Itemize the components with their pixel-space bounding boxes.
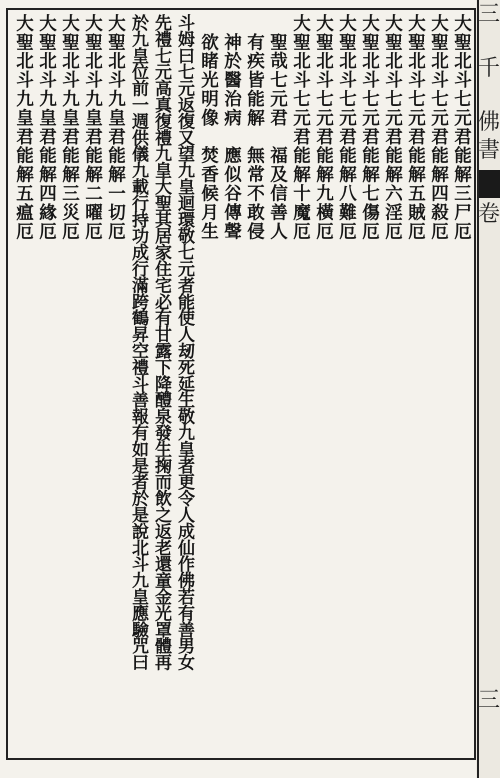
verse-column-2: 有疾皆能解 無常不敢侵 xyxy=(244,14,265,241)
text-column-9: 大聖北斗九皇君能解一切厄 xyxy=(105,14,126,241)
text-column-7: 大聖北斗七元君能解九橫厄 xyxy=(313,14,334,241)
prose-column-2: 先禮七元高真復禮九皇大聖其居家住宅必有甘露下降醴泉發生掬而飲之返老還童金光罩體再 xyxy=(151,14,171,671)
text-column-3: 大聖北斗七元君能解五賊厄 xyxy=(405,14,426,241)
text-column-13: 大聖北斗九皇君能解五瘟厄 xyxy=(13,14,34,241)
prose-column-3: 於九皇位前一週供儀九載行持功成行滿跨鶴昇空禮斗善報有如是者於是說北斗九皇應驗咒曰 xyxy=(128,14,148,671)
verse-column-3: 神於醫治病 應似谷傳聲 xyxy=(221,14,242,241)
text-column-8: 大聖北斗七元君能解十魔厄 xyxy=(290,14,311,241)
text-column-11: 大聖北斗九皇君能解三災厄 xyxy=(59,14,80,241)
margin-char-3: 佛 xyxy=(478,110,500,135)
margin-fish-tail-mark xyxy=(479,170,500,198)
margin-char-4: 書 xyxy=(478,138,500,163)
text-column-12: 大聖北斗九皇君能解四緣厄 xyxy=(36,14,57,241)
text-column-5: 大聖北斗七元君能解七傷厄 xyxy=(359,14,380,241)
text-column-10: 大聖北斗九皇君能解二曜厄 xyxy=(82,14,103,241)
prose-column-1: 斗姆曰七元返復又望九皇迴環敬七元者能使人刼死延生敬九皇者更令人成仙作佛若有善男女 xyxy=(174,14,194,671)
text-column-1: 大聖北斗七元君能解三尸厄 xyxy=(451,14,472,241)
text-column-2: 大聖北斗七元君能解四殺厄 xyxy=(428,14,449,241)
text-column-6: 大聖北斗七元君能解八難厄 xyxy=(336,14,357,241)
margin-side-char: 卷 xyxy=(478,202,500,227)
text-column-4: 大聖北斗七元君能解六淫厄 xyxy=(382,14,403,241)
margin-char-2: 千 xyxy=(478,56,500,81)
verse-column-4: 欲睹光明像 焚香候月生 xyxy=(198,14,219,241)
verse-column-1: 聖哉七元君 福及信善人 xyxy=(267,14,288,241)
margin-bottom-char: 三 xyxy=(478,688,500,713)
margin-char-1: 三 xyxy=(478,2,500,27)
